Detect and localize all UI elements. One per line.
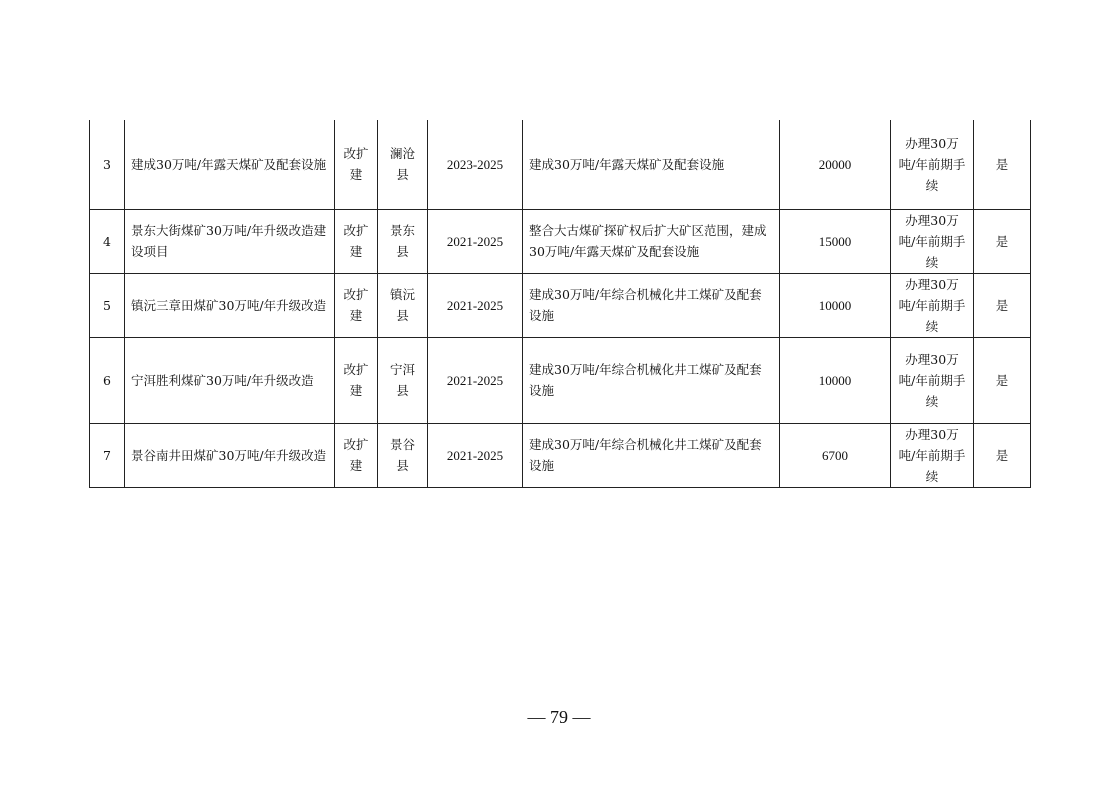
flag-value: 是: [974, 273, 1031, 337]
row-number: 6: [90, 337, 125, 423]
construction-period: 2021-2025: [428, 337, 523, 423]
flag-value: 是: [974, 209, 1031, 273]
project-table: [89, 120, 1031, 488]
row-number: 5: [90, 273, 125, 337]
project-name: 景谷南井田煤矿30万吨/年升级改造: [125, 423, 335, 487]
county: 澜沧县: [378, 120, 428, 209]
project-name: 景东大街煤矿30万吨/年升级改造建设项目: [125, 209, 335, 273]
table-row: [90, 120, 1031, 209]
investment-amount: 6700: [780, 423, 891, 487]
flag-value: 是: [974, 337, 1031, 423]
project-name: 镇沅三章田煤矿30万吨/年升级改造: [125, 273, 335, 337]
investment-amount: 10000: [780, 273, 891, 337]
construction-period: 2021-2025: [428, 423, 523, 487]
progress-target: 办理30万吨/年前期手续: [891, 120, 974, 209]
county: 景东县: [378, 209, 428, 273]
progress-target: 办理30万吨/年前期手续: [891, 423, 974, 487]
row-number: 4: [90, 209, 125, 273]
page-number: — 79 —: [527, 707, 591, 727]
row-number: 7: [90, 423, 125, 487]
progress-target: 办理30万吨/年前期手续: [891, 273, 974, 337]
construction-period: 2021-2025: [428, 273, 523, 337]
row-number: 3: [90, 120, 125, 209]
construction-type: 改扩建: [335, 273, 378, 337]
progress-target: 办理30万吨/年前期手续: [891, 209, 974, 273]
construction-content: 建成30万吨/年综合机械化井工煤矿及配套设施: [523, 423, 780, 487]
construction-content: 建成30万吨/年露天煤矿及配套设施: [523, 120, 780, 209]
table-row: [90, 209, 1031, 273]
construction-type: 改扩建: [335, 209, 378, 273]
construction-content: 整合大古煤矿探矿权后扩大矿区范围，建成30万吨/年露天煤矿及配套设施: [523, 209, 780, 273]
construction-type: 改扩建: [335, 423, 378, 487]
construction-content: 建成30万吨/年综合机械化井工煤矿及配套设施: [523, 337, 780, 423]
table-row: [90, 423, 1031, 487]
flag-value: 是: [974, 423, 1031, 487]
investment-amount: 20000: [780, 120, 891, 209]
table-row: [90, 273, 1031, 337]
table-row: [90, 337, 1031, 423]
project-name: 建成30万吨/年露天煤矿及配套设施: [125, 120, 335, 209]
investment-amount: 15000: [780, 209, 891, 273]
county: 宁洱县: [378, 337, 428, 423]
construction-type: 改扩建: [335, 120, 378, 209]
progress-target: 办理30万吨/年前期手续: [891, 337, 974, 423]
construction-period: 2023-2025: [428, 120, 523, 209]
flag-value: 是: [974, 120, 1031, 209]
project-name: 宁洱胜利煤矿30万吨/年升级改造: [125, 337, 335, 423]
county: 镇沅县: [378, 273, 428, 337]
investment-amount: 10000: [780, 337, 891, 423]
county: 景谷县: [378, 423, 428, 487]
construction-period: 2021-2025: [428, 209, 523, 273]
construction-type: 改扩建: [335, 337, 378, 423]
construction-content: 建成30万吨/年综合机械化井工煤矿及配套设施: [523, 273, 780, 337]
